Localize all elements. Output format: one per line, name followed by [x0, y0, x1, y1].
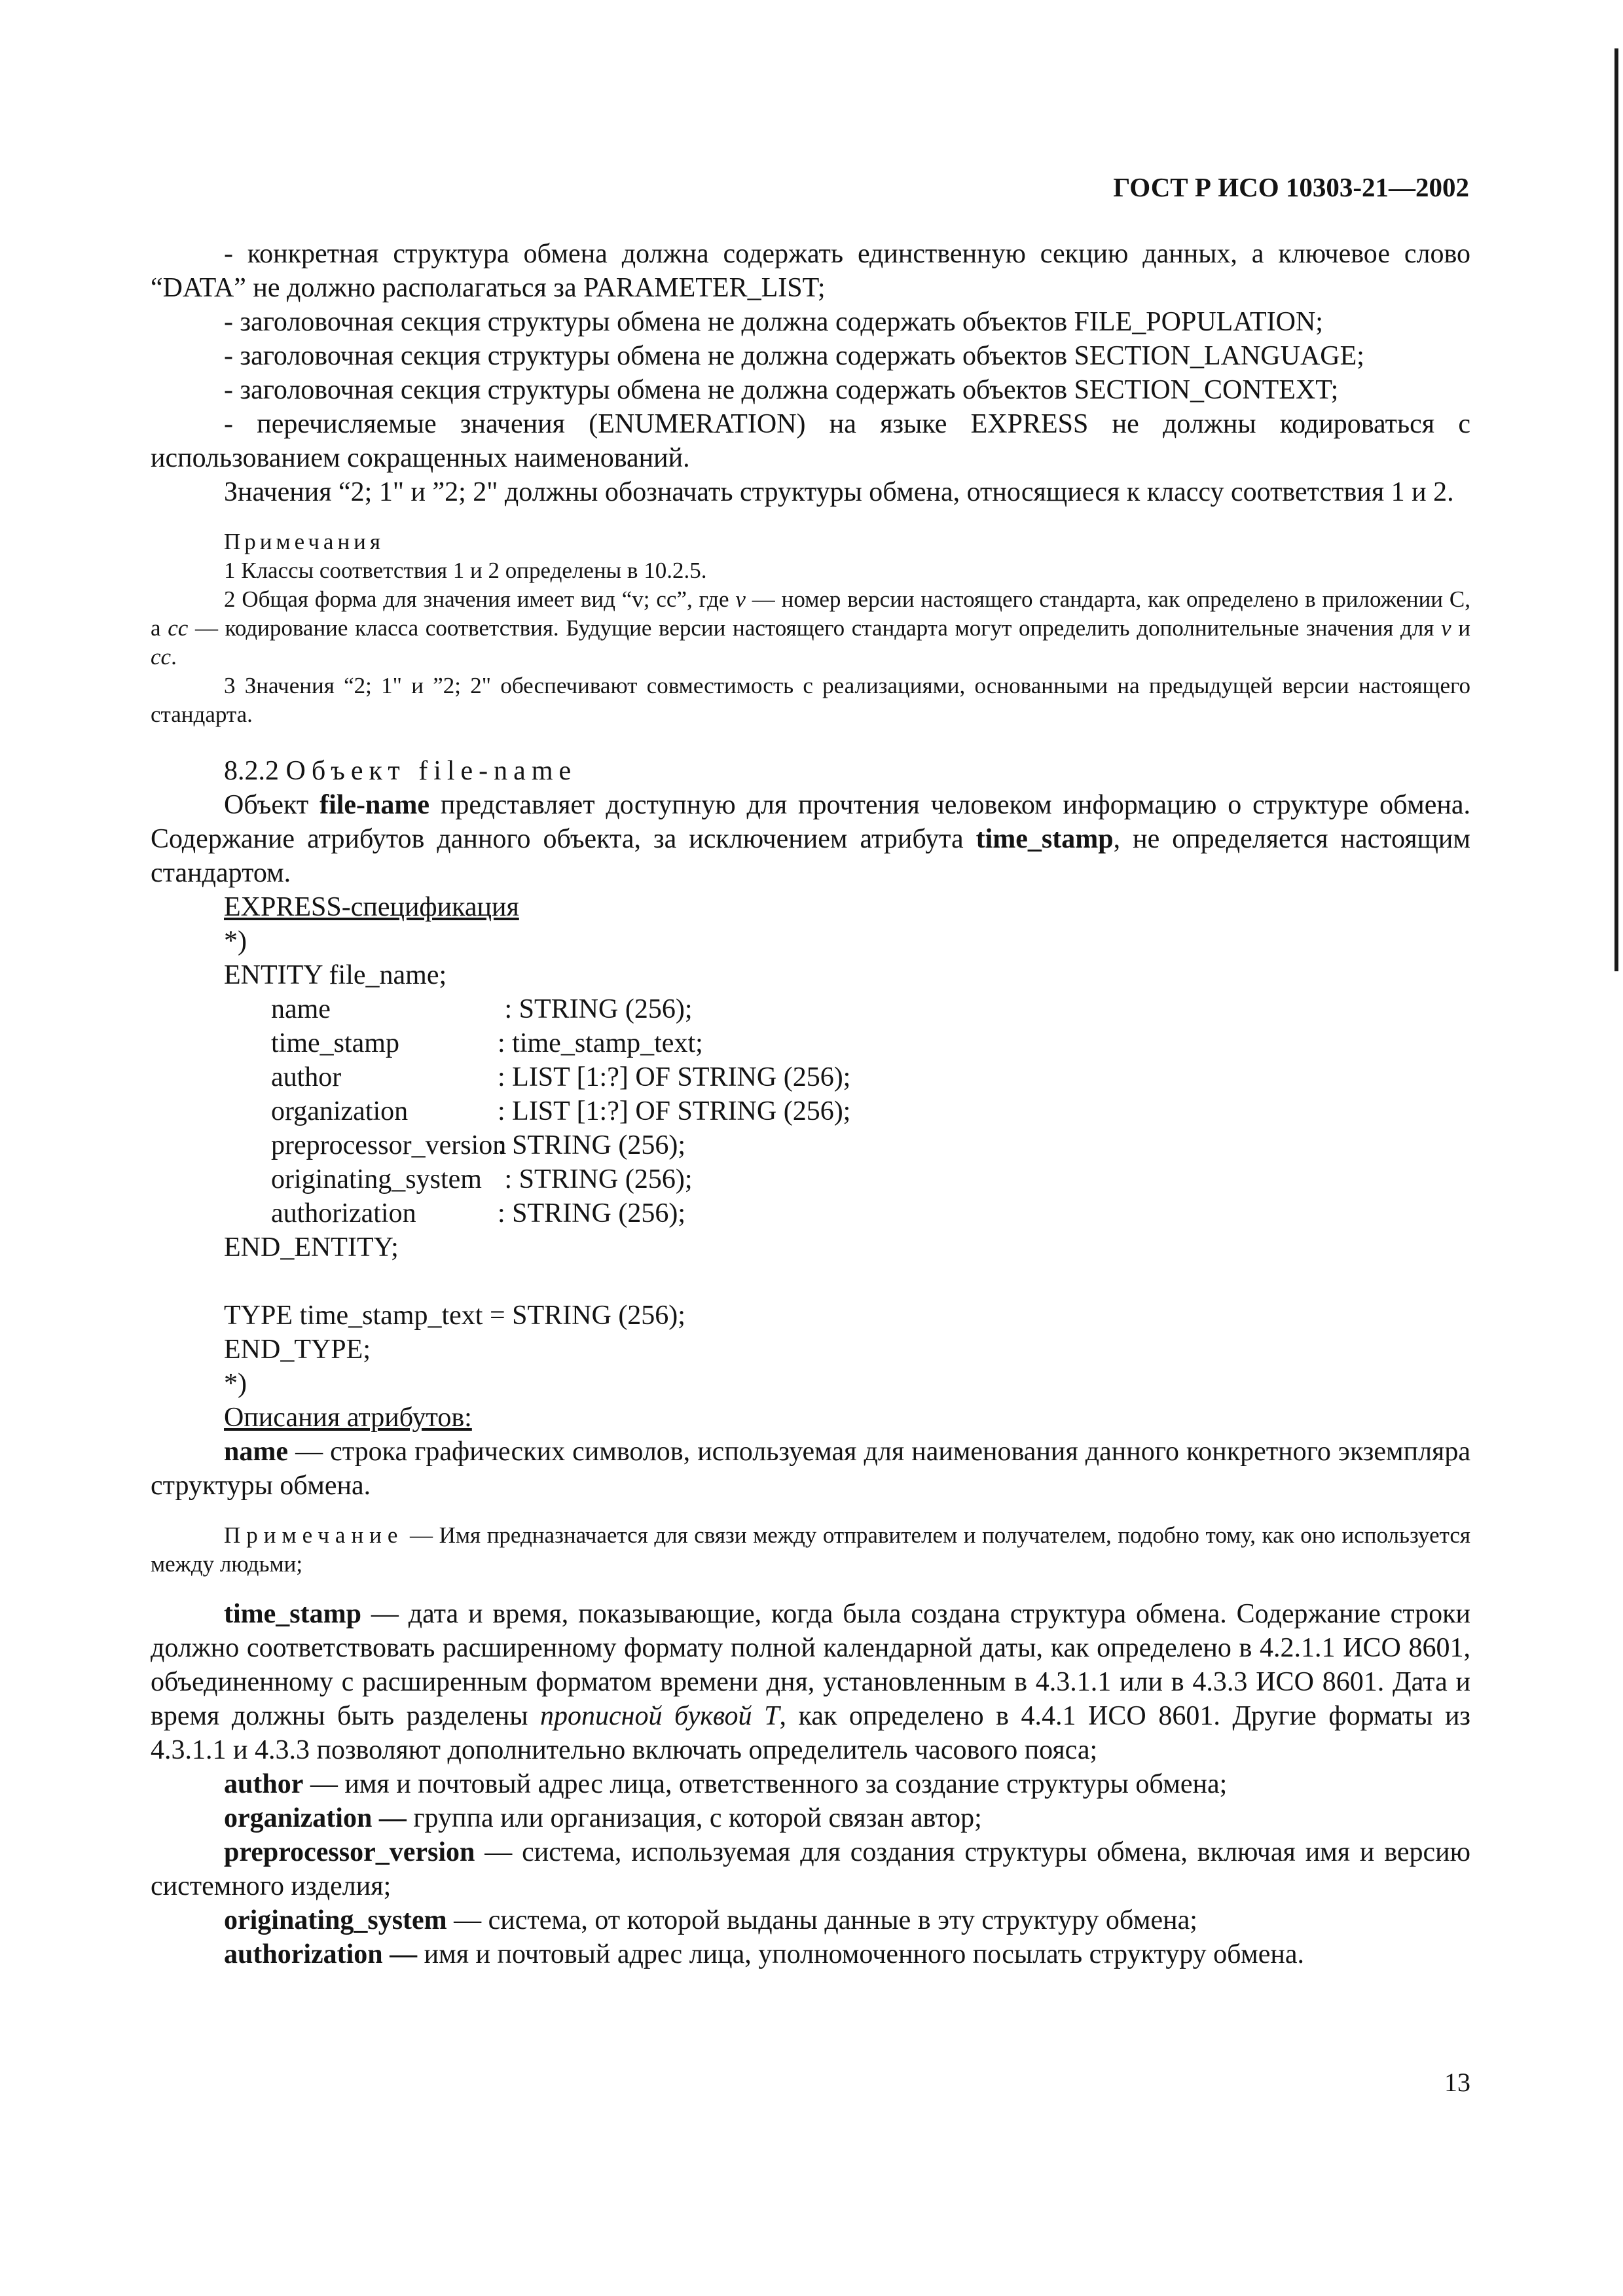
type-line: TYPE time_stamp_text = STRING (256); [224, 1300, 685, 1331]
entity-end: END_ENTITY; [224, 1232, 399, 1263]
page-number: 13 [1444, 2068, 1470, 2097]
descr-name-note: Примечание — Имя предназначается для связи между отправителем и получателем, подобно тому, как оно используется между людьми; [151, 1522, 1470, 1577]
attr-row: time_stamp : time_stamp_text; [271, 1028, 703, 1058]
notes-title: Примечания [224, 529, 385, 554]
intro-item-3: - заголовочная секция структуры обмена не должна содержать объектов SECTION_LANGUAGE; [224, 341, 1364, 371]
express-spec [224, 890, 1470, 1435]
attr-row: organization : LIST [1:?] OF STRING (256); [271, 1096, 851, 1126]
attr-row: name : STRING (256); [271, 994, 693, 1024]
intro-item-4: - заголовочная секция структуры обмена не должна содержать объектов SECTION_CONTEXT; [224, 375, 1339, 405]
descr-originating-system: originating_system — система, от которой выданы данные в эту структуру обмена; [224, 1905, 1197, 1935]
attr-row: authorization : STRING (256); [271, 1198, 685, 1229]
intro-item-2: - заголовочная секция структуры обмена не должна содержать объектов FILE_POPULATION; [224, 307, 1323, 337]
descr-author: author — имя и почтовый адрес лица, ответственного за создание структуры обмена; [224, 1769, 1228, 1799]
intro-item-5: - перечисляемые значения (ENUMERATION) на языке EXPRESS не должны кодироваться с использованием сокращенных наименований. [151, 409, 1470, 473]
descr-organization: organization — группа или организация, с которой связан автор; [224, 1803, 982, 1833]
descr-name: name — строка графических символов, используемая для наименования данного конкретного экземпляра структуры обмена. [151, 1437, 1470, 1501]
attr-row: preprocessor_version : STRING (256); [271, 1130, 685, 1160]
intro-item-1: - конкретная структура обмена должна содержать единственную секцию данных, а ключевое слово “DATA” не должно располагаться за PARAMETER_LIST; [151, 239, 1470, 303]
attributes-label: Описания атрибутов: [224, 1403, 472, 1433]
entity-head: ENTITY file_name; [224, 960, 447, 990]
section-heading: 8.2.2 Объект file-name [224, 756, 577, 786]
descr-preprocessor-version: preprocessor_version — система, используемая для создания структуры обмена, включая имя и версию системного изделия; [151, 1837, 1470, 1901]
intro-paragraph: Значения “2; 1" и ”2; 2" должны обозначать структуры обмена, относящиеся к классу соответствия 1 и 2. [224, 477, 1454, 507]
attr-row: originating_system : STRING (256); [271, 1164, 693, 1194]
express-spec-label: EXPRESS-спецификация [224, 892, 519, 922]
page-edge-bar [1614, 48, 1618, 971]
code-open: *) [224, 926, 247, 956]
descr-time-stamp: time_stamp — дата и время, показывающие, когда была создана структура обмена. Содержание строки должно соответствовать расширенному формату полной календарной даты, как определено в 4.2.1.1 ИСО 8601, объединенному с расширенным форматом времени дня, установленным в 4.3.1.1 или в 4.3.3 ИСО 8601. Дата и время должны быть разделены прописной буквой Т, как определено в 4.4.1 ИСО 8601. Другие форматы из 4.3.1.1 и 4.3.3 позволяют дополнительно включать определитель часового пояса; [151, 1599, 1471, 1765]
section-paragraph: Объект file-name представляет доступную для прочтения человеком информацию о структуре обмена. Содержание атрибутов данного объекта, за исключением атрибута time_stamp, не определяется настоящим стандартом. [151, 790, 1470, 888]
note-3: 3 Значения “2; 1" и ”2; 2" обеспечивают совместимость с реализациями, основанными на предыдущей версии настоящего стандарта. [151, 673, 1470, 727]
document-header: ГОСТ Р ИСО 10303-21—2002 [1113, 172, 1469, 202]
page-body [151, 237, 1470, 1971]
type-end: END_TYPE; [224, 1335, 371, 1365]
note-2: 2 Общая форма для значения имеет вид “v; cc”, где v — номер версии настоящего стандарта, как определено в приложении С, а cc — кодирование класса соответствия. Будущие версии настоящего стандарта могут определить дополнительные значения для v и cc. [151, 586, 1470, 670]
descr-authorization: authorization — имя и почтовый адрес лица, уполномоченного посылать структуру обмена. [224, 1939, 1304, 1969]
note-1: 1 Классы соответствия 1 и 2 определены в 10.2.5. [224, 558, 707, 583]
code-close: *) [224, 1369, 247, 1399]
attr-row: author : LIST [1:?] OF STRING (256); [271, 1062, 851, 1092]
